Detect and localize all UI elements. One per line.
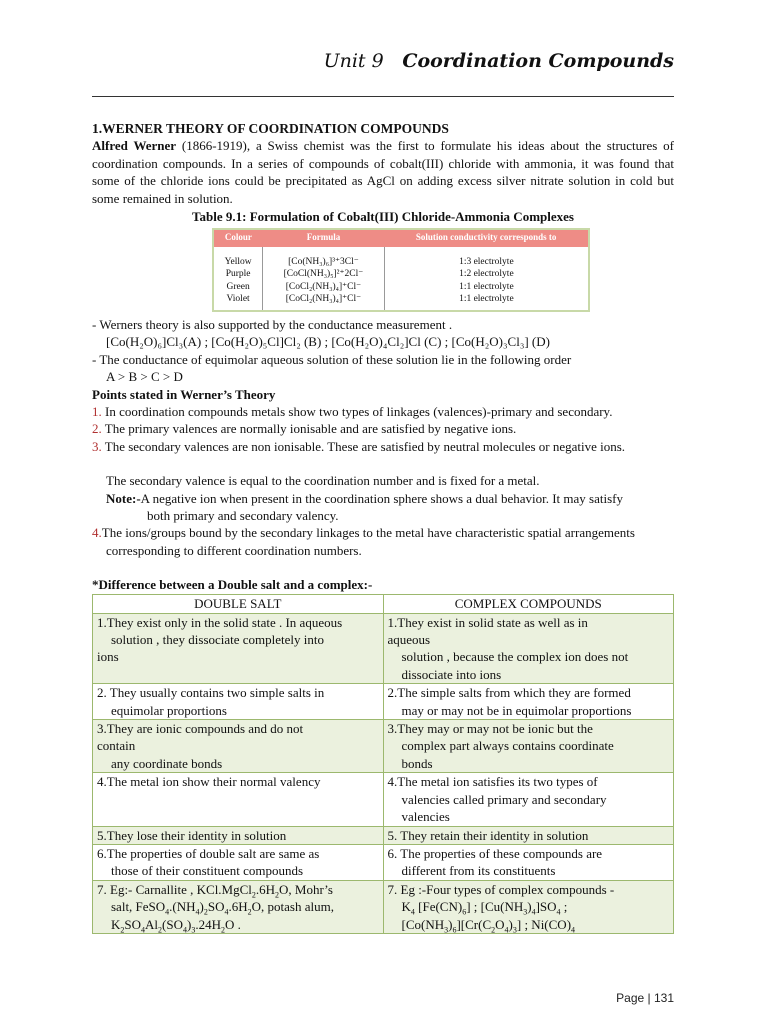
table-cell: 7. Eg:- Carnallite , $KCl.MgCl_2.6H_2O$, Mohr’s salt, $FeSO_4.(NH_4)_2SO_4.6H_2O$, potash alum, $K_2SO_4Al_2(SO_4)_3.24H_2O$ . [93,880,384,933]
point-3 [92,438,674,455]
table-cell: 7. Eg :-Four types of complex compounds - $K_4$ $[Fe(CN)_6]$ ; $[Cu(NH_3)_4]SO_4$ ; $[Co(NH_3)_6][Cr(C_2O_4)_3]$ ; $Ni(CO)_4$ [383,880,674,933]
point-4-continuation: corresponding to different coordination numbers. [106,542,362,558]
section-title: 1.WERNER THEORY OF COORDINATION COMPOUNDS [92,121,449,136]
table-cell: [CoCl₂(NH₃)₄]⁺Cl⁻ [263,281,385,294]
table-row [214,281,588,294]
chapter-title: Coordination Compounds [402,50,674,72]
table-cell: 2.The simple salts from which they are formed may or may not be in equimolar proportions [383,684,674,720]
table-row [93,773,674,826]
point-number: 1. [92,403,102,419]
header-rule [92,96,674,97]
table-row [93,880,674,933]
table-cell: [Co(NH₃)₆]³⁺3Cl⁻ [263,247,385,269]
secondary-valence-text: The secondary valence is equal to the coordination number and is fixed for a metal. [106,473,540,489]
conductance-order: A > B > C > D [106,369,183,385]
double-salt-header: DOUBLE SALT [93,594,384,613]
intro-paragraph [92,137,674,207]
table-row [214,247,588,269]
point-text: The primary valences are normally ionisable and are satisfied by negative ions. [101,421,517,437]
conductance-formulas: [Co(H₂O)₆]Cl₃(A) ; [Co(H₂O)₅Cl]Cl₂ (B) ; [Co(H₂O)₄Cl₂]Cl (C) ; [Co(H₂O)₃Cl₃] (D) [106,334,550,350]
table1-caption: Table 9.1: Formulation of Cobalt(III) Chloride-Ammonia Complexes [192,209,574,225]
difference-table [92,594,674,934]
page-number: Page | 131 [616,991,674,1005]
table-cell: 5.They lose their identity in solution [93,826,384,844]
table-cell: 1:1 electrolyte [459,294,514,305]
table-row [93,613,674,684]
table-cell: Green [226,281,250,292]
table-cell: 3.They may or may not be ionic but the complex part always contains coordinate bonds [383,720,674,773]
table-cell: 1:3 electrolyte [459,256,514,267]
main-content [92,120,674,934]
point-text: The ions/groups bound by the secondary linkages to the metal have characteristic spatial arrangements [101,525,635,541]
table-row [214,268,588,281]
table-cell: 4.The metal ion satisfies its two types of valencies called primary and secondary valencies [383,773,674,826]
table-cell: 1:1 electrolyte [459,281,514,292]
point-4 [92,524,674,541]
intro-name: Alfred Werner [92,138,177,154]
table-cell: [CoCl(NH₃)₅]²⁺2Cl⁻ [263,268,385,281]
table1-header-conductivity: Solution conductivity corresponds to [384,230,588,247]
conductance-line-3: - The conductance of equimolar aqueous solution of these solution lie in the following order [92,351,572,367]
table-cell: [CoCl₂(NH₃)₄]⁺Cl⁻ [263,293,385,310]
point-number: 3. [92,438,102,454]
table-cell: Purple [225,269,251,280]
table-cell: Violet [226,294,250,305]
page-header [324,50,674,72]
intro-text: (1866-1919), a Swiss chemist was the first to formulate his ideas about the structures of coordination compounds. In a series of compounds of cobalt(III) chloride with ammonia, it was found that some of the chloride ions could be precipitated as AgCl on adding excess silver nitrate solution in cold but some remained in solution. [92,138,674,206]
table1-header-formula: Formula [263,230,385,247]
table-cell: Yellow [224,256,252,267]
point-number: 4. [92,525,102,541]
conductance-line-1: - Werners theory is also supported by the conductance measurement . [92,316,453,332]
point-text: In coordination compounds metals show two types of linkages (valences)-primary and secondary. [101,403,613,419]
table-row [93,684,674,720]
table-cell: 1.They exist in solid state as well as in aqueous solution , because the complex ion does not dissociate into ions [383,613,674,684]
table-cell: 6.The properties of double salt are same as those of their constituent compounds [93,844,384,880]
point-text: The secondary valences are non ionisable. These are satisfied by neutral molecules or negative ions. [101,438,626,454]
point-1 [92,403,674,420]
table-cell: 3.They are ionic compounds and do not contain any coordinate bonds [93,720,384,773]
unit-label: Unit 9 [323,50,384,72]
table-row [214,293,588,310]
table1-header-colour: Colour [214,230,263,247]
point-2 [92,420,674,437]
table1 [212,228,590,312]
table-cell: 4.The metal ion show their normal valency [93,773,384,826]
table-cell: 1.They exist only in the solid state . In aqueous solution , they dissociate completely into ions [93,613,384,684]
note [92,490,674,507]
table-cell: 1:2 electrolyte [459,269,514,280]
difference-title: *Difference between a Double salt and a complex:- [92,577,373,593]
point-number: 2. [92,421,102,437]
table-row [93,844,674,880]
complex-compounds-header: COMPLEX COMPOUNDS [383,594,674,613]
table-cell: 6. The properties of these compounds are different from its constituents [383,844,674,880]
table-cell: 2. They usually contains two simple salts in equimolar proportions [93,684,384,720]
note-continuation: both primary and secondary valency. [147,508,339,523]
note-text: A negative ion when present in the coordination sphere shows a dual behavior. It may satisfy [140,490,623,506]
points-title: Points stated in Werner’s Theory [92,386,276,402]
table-row [93,720,674,773]
table-cell: 5. They retain their identity in solution [383,826,674,844]
note-label: Note:- [106,490,141,506]
table-row [93,826,674,844]
